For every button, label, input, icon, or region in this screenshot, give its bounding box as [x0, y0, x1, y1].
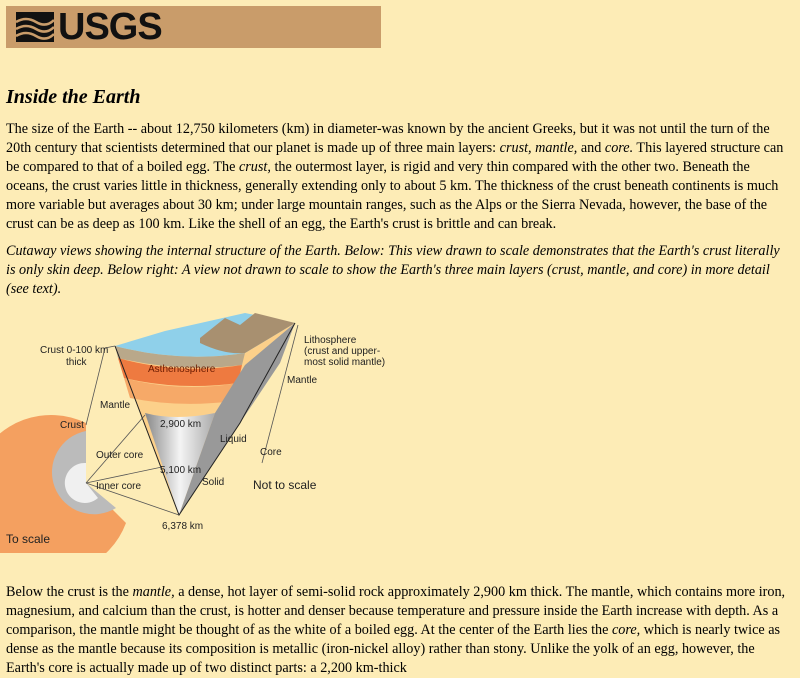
label-core: Core — [260, 447, 282, 458]
usgs-wave-icon — [16, 12, 54, 42]
article-body — [6, 84, 791, 678]
mantle-core-paragraph: Below the crust is the mantle, a dense, hot layer of semi-solid rock approximately 2,900 km thick. The mantle, which contains more iron, magnesium, and calcium than the crust, is hotter and denser because temperature and pressure inside the Earth increase with depth. As a comparison, the mantle might be thought of as the white of a boiled egg. At the center of the Earth lies the core, which is nearly twice as dense as the mantle because its composition is metallic (iron-nickel alloy) rather than stony. Unlike the yolk of an egg, however, the Earth's core is actually made up of two distinct parts: a 2,200 km-thick — [6, 584, 786, 676]
label-mantle-right: Mantle — [287, 375, 318, 386]
label-to-scale: To scale — [6, 532, 51, 546]
label-liquid: Liquid — [220, 434, 247, 445]
label-6378-km: 6,378 km — [162, 521, 204, 532]
intro-paragraph: The size of the Earth -- about 12,750 kilometers (km) in diameter-was known by the ancient Greeks, but it was not until the turn of the 20th century that scientists determined that our planet is made up of three main layers: crust, mantle, and core. This layered structure can be compared to that of a boiled egg. The crust, the outermost layer, is rigid and very thin compared with the other two. Beneath the oceans, the crust varies little in thickness, generally extending only to about 5 km. The thickness of the crust beneath continents is much more variable but averages about 30 km; under large mountain ranges, such as the Alps or the Sierra Nevada, however, the base of the crust can be as deep as 100 km. Like the shell of an egg, the Earth's crust is brittle and can break. — [6, 121, 784, 232]
label-asthenosphere: Asthenosphere — [148, 364, 216, 375]
earth-cutaway-diagram — [0, 303, 400, 553]
label-5100-km: 5,100 km — [160, 465, 202, 476]
label-solid: Solid — [202, 477, 225, 488]
label-2900-km: 2,900 km — [160, 419, 202, 430]
usgs-logo-text: USGS — [58, 5, 162, 48]
label-lithosphere: Lithosphere — [304, 335, 357, 346]
label-mantle-left: Mantle — [100, 400, 131, 411]
figure-caption: Cutaway views showing the internal structure of the Earth. Below: This view drawn to scale demonstrates that the Earth's crust literally is only skin deep. Below right: A view not drawn to scale to show the Earth's three main layers (crust, mantle, and core) in more detail (see text). — [6, 243, 780, 297]
label-crust-thickness: Crust 0-100 km — [40, 345, 109, 356]
label-crust-thick: thick — [66, 357, 87, 368]
usgs-banner[interactable] — [6, 6, 381, 48]
usgs-logo — [16, 5, 162, 48]
label-lithosphere-desc1: (crust and upper- — [304, 346, 381, 357]
page-title: Inside the Earth — [6, 86, 141, 108]
label-not-to-scale: Not to scale — [253, 478, 317, 492]
label-lithosphere-desc2: most solid mantle) — [304, 357, 386, 368]
label-inner-core: Inner core — [96, 481, 142, 492]
label-crust: Crust — [60, 420, 84, 431]
label-outer-core: Outer core — [96, 450, 144, 461]
